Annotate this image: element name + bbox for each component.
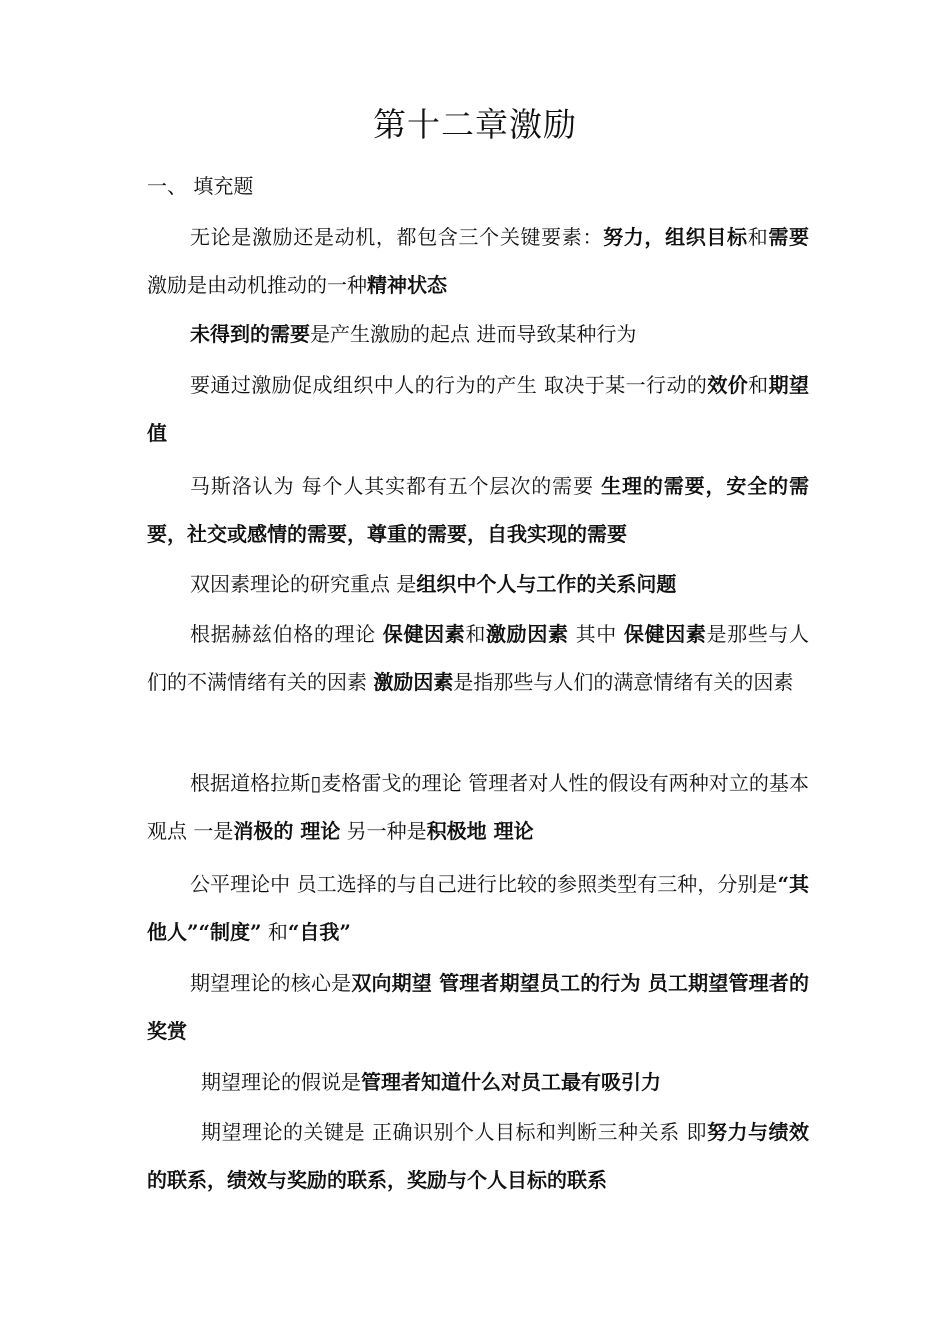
answer-text: 激励因素 [486, 622, 569, 646]
answer-text: “自我” [287, 920, 351, 944]
answer-text: 效价 [707, 373, 749, 397]
answer-text: 努力与绩效的联系，绩效与奖励的联系，奖励与个人目标的联系 [147, 1120, 810, 1192]
text-run: 是产生激励的起点 进而导致某种行为 [310, 322, 637, 346]
answer-text: 未得到的需要 [190, 322, 310, 346]
text-run: 期望理论的关键是 正确识别个人目标和判断三种关系 即 [201, 1120, 707, 1144]
text-run: 激励是由动机推动的一种 [147, 273, 367, 297]
paragraph-motivation-elements [147, 213, 809, 309]
answer-text: 消极的 理论 [233, 819, 341, 843]
answer-text: 组织中个人与工作的关系问题 [416, 572, 677, 596]
text-run: 双因素理论的研究重点 是 [190, 572, 417, 596]
paragraph-two-factor [147, 560, 809, 608]
answer-text: “其他人”“制度” [147, 872, 809, 944]
section-heading: 一、 填充题 [147, 174, 254, 198]
text-run: 根据道格拉斯▯麦格雷戈的理论 管理者对人性的假设有两种对立的基本观点 一是 [147, 771, 809, 843]
text-run: 和 [747, 225, 769, 249]
answer-text: 双向期望 管理者期望员工的行为 员工期望管理者的奖赏 [147, 971, 809, 1043]
answer-text: 努力，组织目标 [603, 225, 748, 249]
page-title: 第十二章激励 [373, 105, 577, 144]
answer-text: 保健因素 [382, 622, 466, 646]
text-run: 和 [748, 373, 769, 397]
answer-text: 保健因素 [623, 622, 707, 646]
text-run: 要通过激励促成组织中人的行为的产生 取决于某一行动的 [190, 373, 708, 397]
paragraph-mcgregor [147, 759, 809, 855]
paragraph-expectancy-hypothesis [147, 1058, 809, 1106]
answer-text: 激励因素 [373, 670, 454, 694]
answer-text: 生理的需要，安全的需要，社交或感情的需要，尊重的需要，自我实现的需要 [147, 474, 810, 546]
paragraph-herzberg [147, 610, 809, 706]
text-run: 期望理论的核心是 [190, 971, 352, 995]
paragraph-expectancy-key [147, 1108, 809, 1204]
text-run: 另一种是 [340, 819, 427, 843]
answer-text: 需要 [768, 225, 810, 249]
text-run: 是指那些与人们的满意情绪有关的因素 [453, 670, 794, 694]
paragraph-unmet-needs [147, 310, 809, 358]
answer-text: 期望值 [147, 373, 809, 445]
text-run: 马斯洛认为 每个人其实都有五个层次的需要 [190, 474, 602, 498]
text-run: 根据赫兹伯格的理论 [190, 622, 383, 646]
answer-text: 积极地 理论 [426, 819, 534, 843]
text-run: 公平理论中 员工选择的与自己进行比较的参照类型有三种，分别是 [190, 872, 778, 896]
answer-text: 精神状态 [367, 273, 447, 297]
paragraph-maslow [147, 462, 809, 558]
text-run: 和 [465, 622, 487, 646]
text-run: 期望理论的假说是 [201, 1070, 361, 1094]
answer-text: 管理者知道什么对员工最有吸引力 [361, 1070, 661, 1094]
paragraph-valence-expectancy [147, 361, 809, 457]
paragraph-equity [147, 860, 809, 956]
text-run: 是那些与人们的不满情绪有关的因素 [147, 622, 810, 694]
text-run: 和 [261, 920, 288, 944]
paragraph-expectancy-core [147, 959, 809, 1055]
text-run: 其中 [568, 622, 624, 646]
text-run: 无论是激励还是动机，都包含三个关键要素： [190, 225, 604, 249]
